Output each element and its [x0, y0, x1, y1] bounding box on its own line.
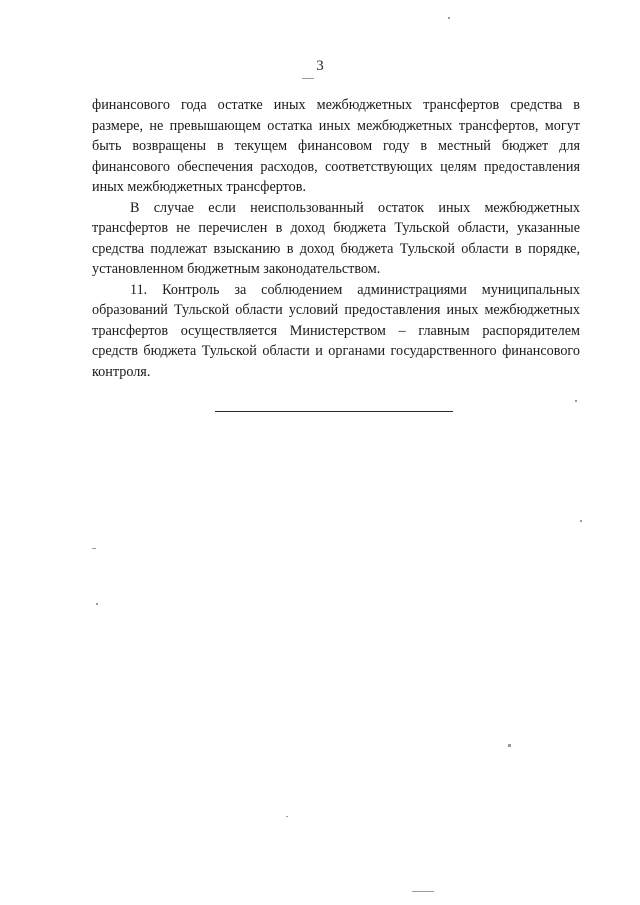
scan-speck — [412, 891, 434, 892]
scan-speck — [508, 744, 511, 747]
scan-speck — [96, 603, 98, 605]
paragraph-unused-balance: В случае если неиспользованный остаток иных межбюджетных трансфертов не перечислен в доход бюджета Тульской области, указанные средства подлежат взысканию в доход бюджета Тульской области в порядке, установленном бюджетным законодательством. — [92, 199, 580, 277]
scan-speck — [92, 548, 96, 549]
scan-speck — [286, 816, 288, 817]
paragraph-item-11-control: 11. Контроль за соблюдением администрациями муниципальных образований Тульской области условий предоставления иных межбюджетных трансфертов осуществляется Министерством – главным распорядителем средств бюджета Тульской области и органами государственного финансового контроля. — [92, 281, 580, 380]
paragraph-continuation: финансового года остатке иных межбюджетных трансфертов средства в размере, не превышающем остатка иных межбюджетных трансфертов, могут быть возвращены в текущем финансовом году в местный бюджет для финансового обеспечения расходов, соответствующих целям предоставления иных межбюджетных трансфертов. — [92, 97, 580, 195]
end-divider-line — [215, 411, 453, 412]
scan-speck — [448, 17, 450, 19]
scan-speck — [580, 520, 582, 522]
document-body — [92, 95, 580, 382]
page-number: 3 — [316, 58, 324, 74]
scan-speck — [575, 400, 577, 402]
scan-speck — [302, 78, 314, 79]
